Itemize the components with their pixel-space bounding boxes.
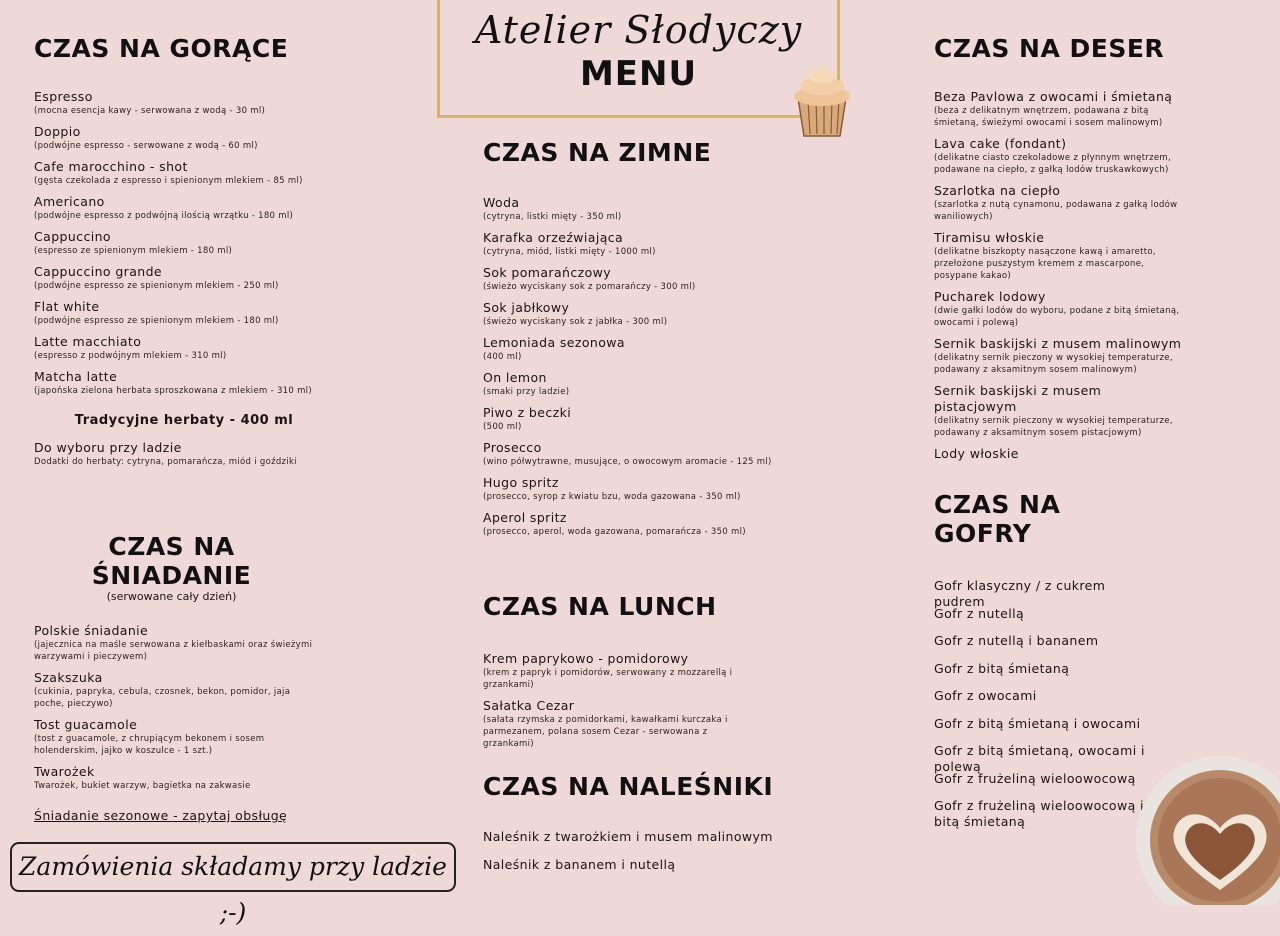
title-frame	[437, 0, 840, 118]
menu-item-desc: (świeżo wyciskany sok z pomarańczy - 300 ml)	[483, 282, 696, 292]
menu-item-desc: (gęsta czekolada z espresso i spienionym mlekiem - 85 ml)	[34, 176, 303, 186]
menu-item-desc: (tost z guacamole, z chrupiącym bekonem i sosem holenderskim, jajko w koszulce - 1 szt.)	[34, 734, 265, 756]
menu-item-desc: (smaki przy ladzie)	[483, 387, 570, 397]
cold-heading: CZAS NA ZIMNE	[483, 138, 712, 167]
hot-items	[34, 89, 334, 397]
menu-item-desc: (szarlotka z nutą cynamonu, podawana z gałką lodów waniliowych)	[934, 200, 1178, 222]
hot-section	[34, 0, 334, 475]
menu-item-desc: (podwójne espresso - serwowane z wodą - 60 ml)	[34, 141, 258, 151]
menu-item-name: Szarlotka na ciepło	[934, 183, 1061, 198]
menu-title: MENU	[579, 54, 698, 94]
menu-item-name: Do wyboru przy ladzie	[34, 440, 182, 455]
menu-item-name: Krem paprykowo - pomidorowy	[483, 651, 689, 666]
menu-item-desc: (krem z papryk i pomidorów, serwowany z mozzarellą i grzankami)	[483, 668, 733, 690]
waffles-heading: CZAS NA GOFRY	[934, 490, 1061, 548]
cold-section	[483, 138, 783, 545]
menu-item-name: Twarożek	[34, 764, 95, 779]
menu-item-name: Cafe marocchino - shot	[34, 159, 188, 174]
menu-item-desc: (delikatny sernik pieczony w wysokiej temperaturze, podawany z aksamitnym sosem malinowym)	[934, 353, 1173, 375]
dessert-section	[934, 34, 1184, 469]
menu-item-desc: (beza z delikatnym wnętrzem, podawana z bitą śmietaną, świeżymi owocami i sosem malinowym)	[934, 106, 1163, 128]
menu-item-name: Aperol spritz	[483, 510, 567, 525]
menu-item-name: Espresso	[34, 89, 93, 104]
menu-item-name: Beza Pavlowa z owocami i śmietaną	[934, 89, 1173, 104]
lunch-section	[483, 592, 743, 757]
menu-item-name: Lody włoskie	[934, 446, 1019, 461]
menu-item-desc: Twarożek, bukiet warzyw, bagietka na zakwasie	[34, 781, 251, 791]
menu-item-desc: (cukinia, papryka, cebula, czosnek, bekon, pomidor, jaja poche, pieczywo)	[34, 687, 291, 709]
breakfast-section	[34, 532, 314, 823]
dessert-heading: CZAS NA DESER	[934, 34, 1165, 63]
cupcake-icon	[788, 54, 856, 140]
menu-item-name: Doppio	[34, 124, 81, 139]
menu-item-desc: (japońska zielona herbata sproszkowana z mlekiem - 310 ml)	[34, 386, 312, 396]
menu-item-name: Sernik baskijski z musem pistacjowym	[934, 383, 1102, 414]
menu-item-name: Sok pomarańczowy	[483, 265, 612, 280]
menu-item-desc: (jajecznica na maśle serwowana z kiełbaskami oraz świeżymi warzywami i pieczywem)	[34, 640, 313, 662]
menu-item-desc: (prosecco, syrop z kwiatu bzu, woda gazowana - 350 ml)	[483, 492, 741, 502]
menu-item-desc: (espresso ze spienionym mlekiem - 180 ml)	[34, 246, 233, 256]
menu-item-name: Gofr klasyczny / z cukrem pudrem	[934, 578, 1106, 609]
menu-item-desc: (świeżo wyciskany sok z jabłka - 300 ml)	[483, 317, 668, 327]
brand-name: Atelier Słodyczy	[474, 8, 803, 52]
menu-item-name: Szakszuka	[34, 670, 103, 685]
breakfast-heading: CZAS NA ŚNIADANIE	[91, 532, 252, 590]
menu-item-name: Gofr z frużeliną wieloowocową i bitą śmietaną	[934, 798, 1144, 829]
menu-item-name: Matcha latte	[34, 369, 118, 384]
menu-item-name: Gofr z frużeliną wieloowocową	[934, 770, 1136, 786]
menu-item-name: Woda	[483, 195, 520, 210]
menu-item-desc: (cytryna, miód, listki mięty - 1000 ml)	[483, 247, 656, 257]
breakfast-subheading: (serwowane cały dzień)	[106, 590, 237, 603]
menu-item-desc: (podwójne espresso ze spienionym mlekiem - 250 ml)	[34, 281, 279, 291]
lunch-heading: CZAS NA LUNCH	[483, 592, 717, 621]
pancakes-section	[483, 772, 783, 884]
menu-item-name: Gofr z bitą śmietaną, owocami i polewą	[934, 743, 1145, 774]
hot-heading: CZAS NA GORĄCE	[34, 34, 289, 63]
menu-item-desc: (delikatne ciasto czekoladowe z płynnym wnętrzem, podawane na ciepło, z gałką lodów truskawkowych)	[934, 153, 1171, 175]
order-note: Zamówienia składamy przy ladzie ;-)	[10, 842, 456, 892]
latte-cup-icon	[1136, 748, 1280, 905]
seasonal-breakfast-note: Śniadanie sezonowe - zapytaj obsługę	[34, 808, 288, 823]
menu-item-name: Latte macchiato	[34, 334, 142, 349]
menu-item-name: Prosecco	[483, 440, 542, 455]
menu-item-name: Flat white	[34, 299, 100, 314]
menu-item-name: Tiramisu włoskie	[934, 230, 1045, 245]
menu-item-desc: (cytryna, listki mięty - 350 ml)	[483, 212, 622, 222]
menu-item-name: Hugo spritz	[483, 475, 559, 490]
menu-item-name: Sok jabłkowy	[483, 300, 570, 315]
menu-item-name: Cappuccino grande	[34, 264, 163, 279]
menu-item-desc: (prosecco, aperol, woda gazowana, pomarańcza - 350 ml)	[483, 527, 746, 537]
menu-item-name: Piwo z beczki	[483, 405, 572, 420]
tea-title: Tradycyjne herbaty - 400 ml	[74, 413, 294, 428]
menu-item-name: Gofr z bitą śmietaną	[934, 660, 1070, 676]
menu-item-name: Gofr z nutellą	[934, 605, 1025, 621]
menu-item-name: Naleśnik z bananem i nutellą	[483, 856, 676, 872]
menu-item-name: Gofr z bitą śmietaną i owocami	[934, 715, 1141, 731]
menu-item-desc: (podwójne espresso ze spienionym mlekiem - 180 ml)	[34, 316, 279, 326]
menu-item-name: Gofr z owocami	[934, 688, 1037, 703]
pancakes-heading: CZAS NA NALEŚNIKI	[483, 772, 774, 801]
menu-item-desc: (podwójne espresso z podwójną ilością wrzątku - 180 ml)	[34, 211, 294, 221]
menu-item-name: Gofr z nutellą i bananem	[934, 633, 1099, 648]
menu-item-name: Polskie śniadanie	[34, 623, 149, 638]
menu-item-name: Lava cake (fondant)	[934, 136, 1067, 151]
menu-item-desc: (delikatny sernik pieczony w wysokiej temperaturze, podawany z aksamitnym sosem pistacjowym)	[934, 416, 1173, 438]
menu-item-name: Pucharek lodowy	[934, 289, 1046, 304]
menu-item-desc: (wino półwytrawne, musujące, o owocowym aromacie - 125 ml)	[483, 457, 772, 467]
waffles-section	[934, 490, 1149, 830]
menu-item-name: On lemon	[483, 370, 547, 385]
menu-item-desc: (espresso z podwójnym mlekiem - 310 ml)	[34, 351, 227, 361]
menu-item-desc: (400 ml)	[483, 352, 522, 362]
menu-item-desc: (delikatne biszkopty nasączone kawą i amaretto, przełożone puszystym kremem z mascarpone, posypane kakao)	[934, 247, 1156, 281]
menu-item-name: Lemoniada sezonowa	[483, 335, 625, 350]
menu-item-desc: (dwie gałki lodów do wyboru, podane z bitą śmietaną, owocami i polewą)	[934, 306, 1180, 328]
menu-item-name: Sernik baskijski z musem malinowym	[934, 336, 1182, 351]
menu-item-name: Karafka orzeźwiająca	[483, 230, 624, 245]
menu-item-desc: Dodatki do herbaty: cytryna, pomarańcza, miód i goździki	[34, 457, 297, 467]
menu-item-name: Naleśnik z twarożkiem i musem malinowym	[483, 829, 773, 844]
menu-item-desc: (sałata rzymska z pomidorkami, kawałkami kurczaka i parmezanem, polana sosem Cezar - serwowana z grzankami)	[483, 715, 728, 749]
menu-item-name: Americano	[34, 194, 105, 209]
menu-item-desc: (mocna esencja kawy - serwowana z wodą - 30 ml)	[34, 106, 266, 116]
menu-item-name: Tost guacamole	[34, 717, 138, 732]
menu-item-name: Cappuccino	[34, 229, 111, 244]
menu-item-name: Sałatka Cezar	[483, 698, 575, 713]
menu-item-desc: (500 ml)	[483, 422, 522, 432]
